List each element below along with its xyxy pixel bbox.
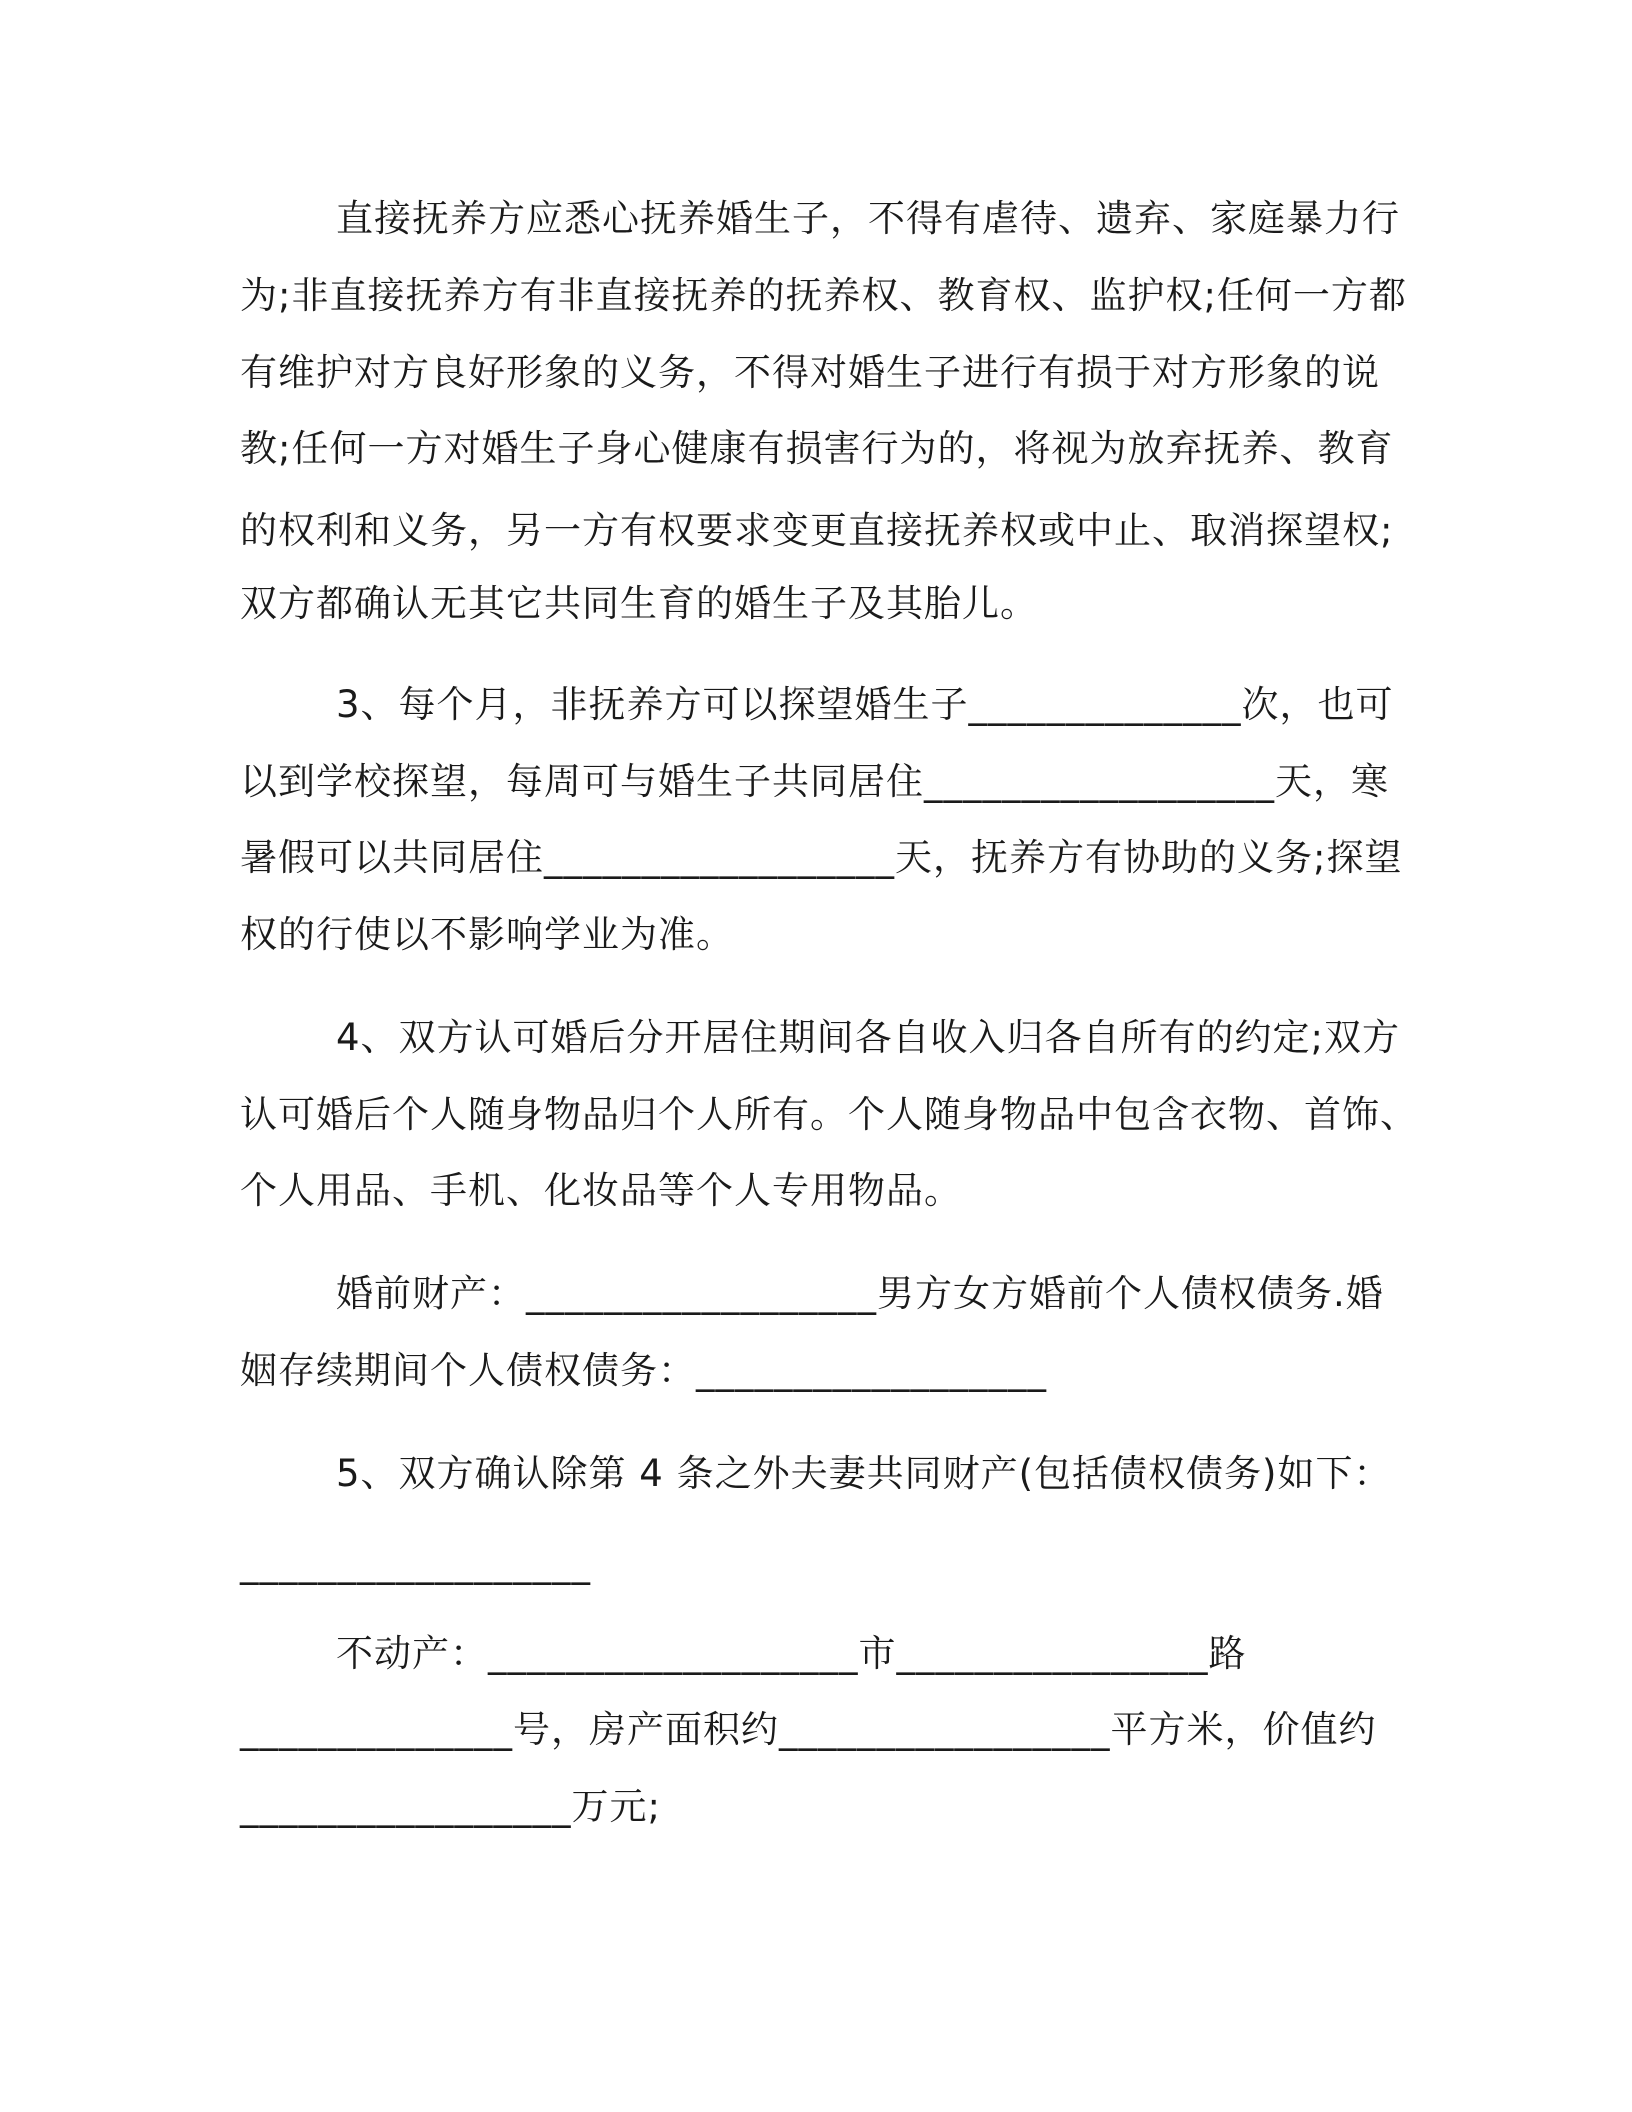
paragraph-line: 婚前财产：__________________男方女方婚前个人债权债务.婚 — [336, 1272, 1384, 1315]
paragraph-line: 有维护对方良好形象的义务，不得对婚生子进行有损于对方形象的说 — [240, 351, 1380, 394]
paragraph-line: 双方都确认无其它共同生育的婚生子及其胎儿。 — [240, 582, 1038, 625]
paragraph-line: 暑假可以共同居住__________________天，抚养方有协助的义务;探望 — [240, 836, 1403, 879]
paragraph-line: 5、双方确认除第 4 条之外夫妻共同财产(包括债权债务)如下： — [336, 1452, 1392, 1495]
paragraph-line: 为;非直接抚养方有非直接抚养的抚养权、教育权、监护权;任何一方都 — [240, 274, 1407, 317]
paragraph-line: ______________号，房产面积约_________________平方米，价值约 — [240, 1708, 1377, 1751]
paragraph-line: 认可婚后个人随身物品归个人所有。个人随身物品中包含衣物、首饰、 — [240, 1093, 1418, 1136]
paragraph-line: 教;任何一方对婚生子身心健康有损害行为的，将视为放弃抚养、教育 — [240, 427, 1394, 470]
paragraph-line: __________________ — [240, 1542, 591, 1585]
paragraph-line: 的权利和义务，另一方有权要求变更直接抚养权或中止、取消探望权; — [240, 509, 1394, 552]
paragraph-line: _________________万元; — [240, 1785, 661, 1828]
paragraph-line: 直接抚养方应悉心抚养婚生子，不得有虐待、遗弃、家庭暴力行 — [336, 197, 1400, 240]
paragraph-line: 3、每个月，非抚养方可以探望婚生子______________次，也可 — [336, 683, 1394, 726]
paragraph-line: 4、双方认可婚后分开居住期间各自收入归各自所有的约定;双方 — [336, 1016, 1401, 1059]
paragraph-line: 权的行使以不影响学业为准。 — [240, 913, 734, 956]
paragraph-line: 姻存续期间个人债权债务：__________________ — [240, 1349, 1047, 1392]
paragraph-line: 个人用品、手机、化妆品等个人专用物品。 — [240, 1169, 962, 1212]
paragraph-line: 不动产：___________________市________________路 — [336, 1632, 1247, 1675]
paragraph-line: 以到学校探望，每周可与婚生子共同居住__________________天，寒 — [240, 760, 1389, 803]
